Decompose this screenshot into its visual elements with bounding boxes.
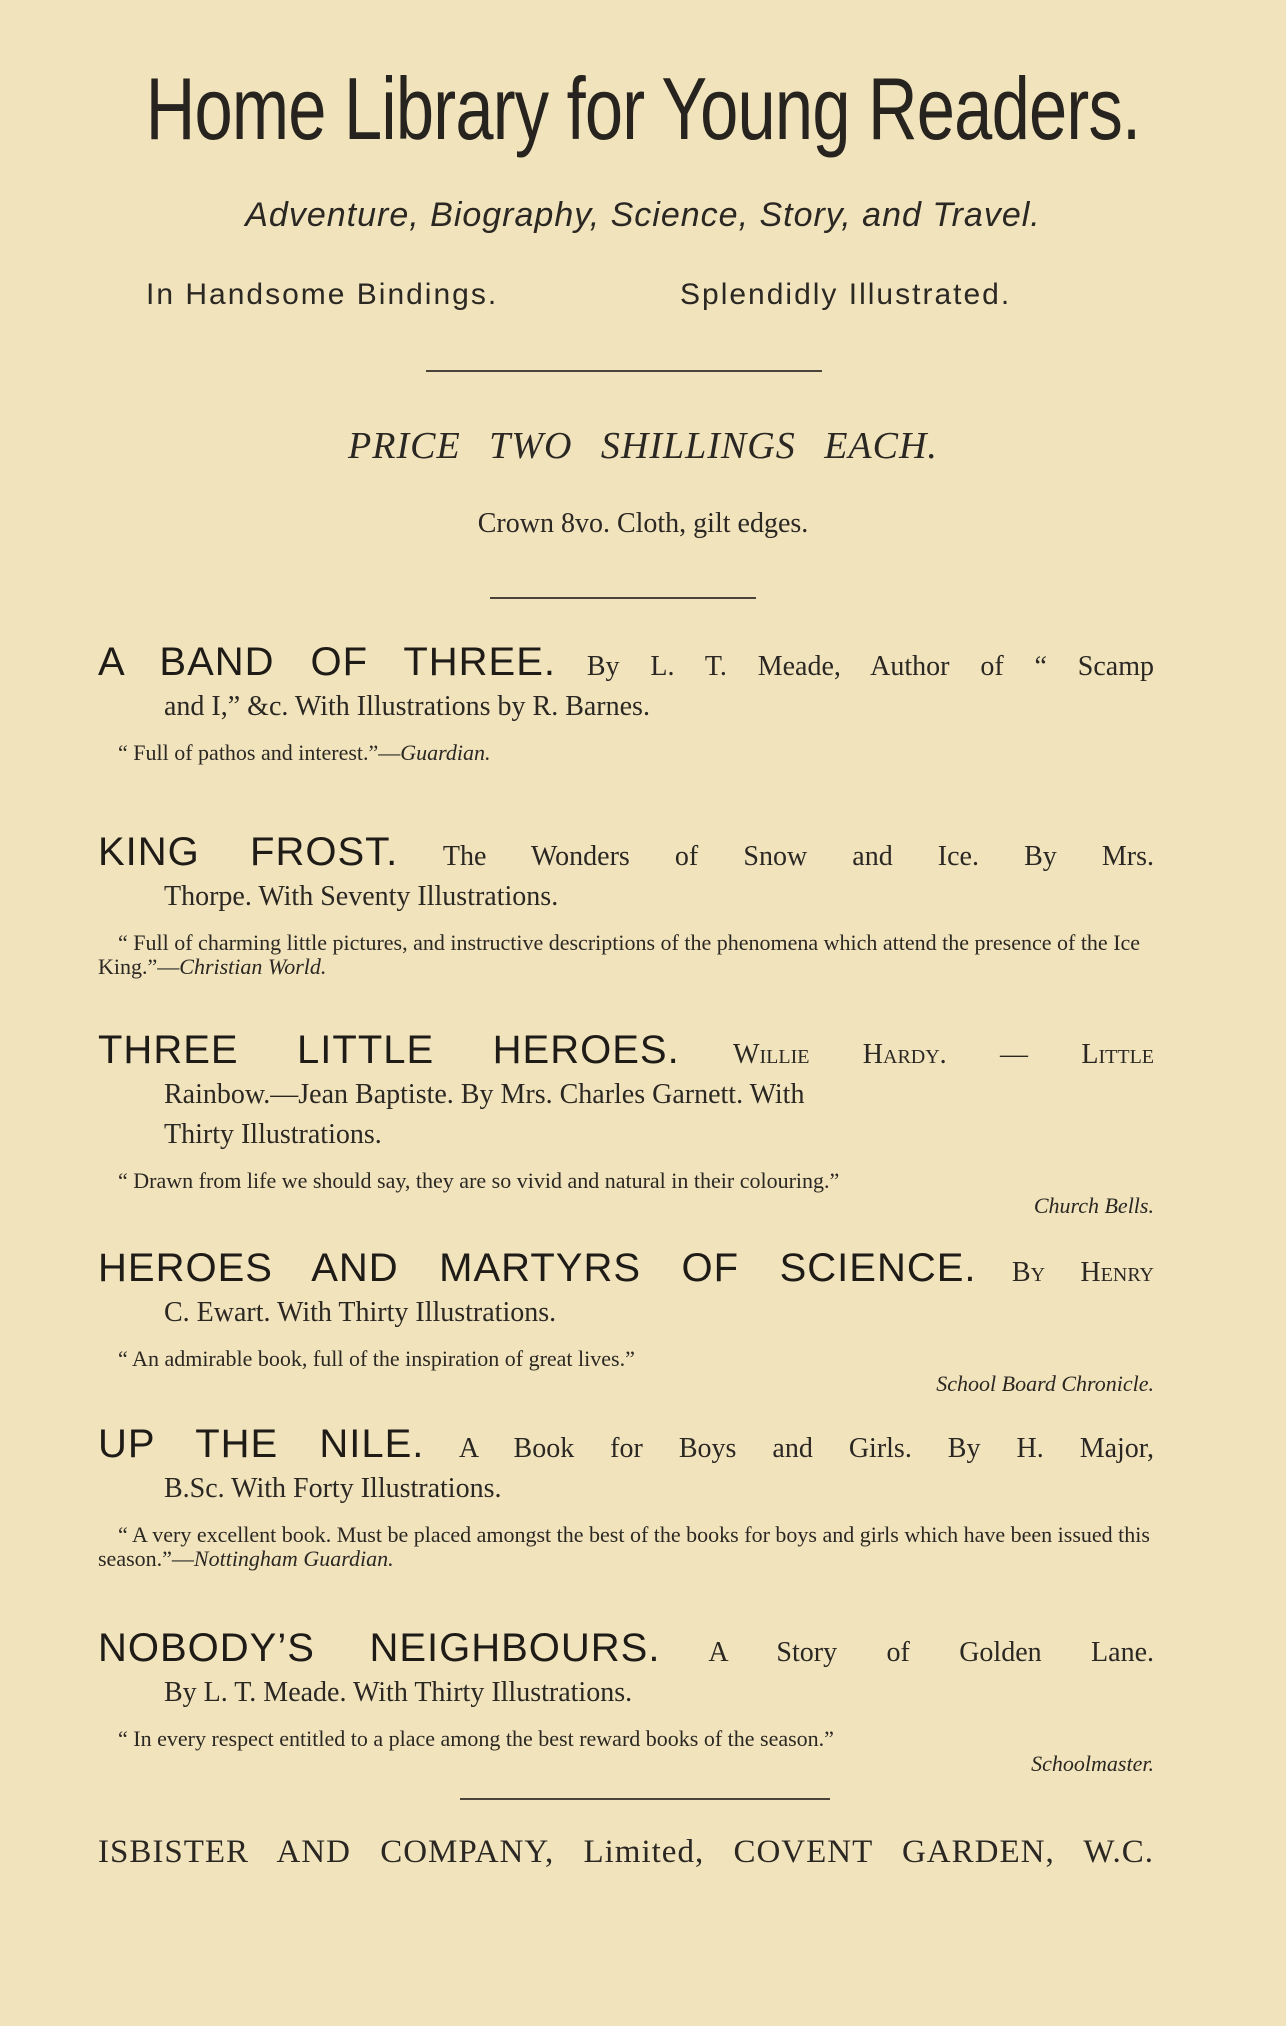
book-line (98, 1030, 1154, 1075)
page-subtitle: Adventure, Biography, Science, Story, and Travel. (245, 196, 1041, 234)
quote-source: School Board Chronicle. (936, 1371, 1154, 1396)
book-details: By Henry (1011, 1257, 1154, 1288)
book-line (98, 1248, 1154, 1293)
price-heading: PRICE TWO SHILLINGS EACH. (348, 425, 938, 467)
book-details: Willie Hardy. — Little (733, 1039, 1155, 1070)
quote-text: “ Drawn from life we should say, they are so vivid and natural in their colouring.” (118, 1168, 840, 1193)
quote-text: “ In every respect entitled to a place among the best reward books of the season.” (118, 1726, 834, 1751)
book-line (98, 1424, 1154, 1469)
book-details: A Book for Boys and Girls. By H. Major, (458, 1433, 1155, 1464)
review-quote (98, 1523, 1154, 1571)
book-details: The Wonders of Snow and Ice. By Mrs. (442, 841, 1154, 872)
illustrated-note: Splendidly Illustrated. (680, 278, 1012, 311)
book-details-continued: Thirty Illustrations. (164, 1119, 382, 1150)
quote-source: Nottingham Guardian. (193, 1546, 394, 1571)
book-line (98, 1628, 1154, 1673)
divider (490, 597, 756, 599)
bindings-note: In Handsome Bindings. (146, 278, 499, 311)
book-entry (98, 832, 1154, 979)
publisher-imprint: ISBISTER AND COMPANY, Limited, COVENT GARDEN, W.C. (98, 1834, 1154, 1870)
quote-source: Guardian. (400, 740, 491, 765)
book-entry (98, 1248, 1154, 1397)
review-quote (98, 931, 1154, 979)
quote-source: Church Bells. (1033, 1193, 1154, 1218)
book-entry (98, 642, 1154, 765)
divider (460, 1798, 830, 1800)
book-title: KING FROST. (98, 830, 399, 874)
book-details-continued: Thorpe. With Seventy Illustrations. (164, 881, 559, 912)
quote-text: “ Full of charming little pictures, and instructive descriptions of the phenomena which attend the presence of the Ice King.”— (98, 930, 1141, 979)
book-title: UP THE NILE. (98, 1422, 425, 1466)
book-details-continued: Rainbow.—Jean Baptiste. By Mrs. Charles Garnett. With (164, 1079, 805, 1110)
book-line (98, 642, 1154, 687)
format-note: Crown 8vo. Cloth, gilt edges. (477, 508, 809, 539)
book-title: THREE LITTLE HEROES. (98, 1028, 680, 1072)
book-entry (98, 1628, 1154, 1777)
divider (426, 370, 822, 372)
book-details-continued: C. Ewart. With Thirty Illustrations. (164, 1297, 557, 1328)
book-entry (98, 1424, 1154, 1571)
book-title: A BAND OF THREE. (98, 640, 556, 684)
quote-source: Christian World. (179, 954, 327, 979)
quote-text: “ An admirable book, full of the inspiration of great lives.” (118, 1346, 635, 1371)
book-details: A Story of Golden Lane. (708, 1637, 1154, 1668)
book-details-continued: By L. T. Meade. With Thirty Illustrations. (164, 1677, 633, 1708)
book-title: NOBODY’S NEIGHBOURS. (98, 1626, 661, 1670)
review-quote (98, 1727, 1154, 1751)
book-title: HEROES AND MARTYRS OF SCIENCE. (98, 1246, 977, 1290)
quote-source: Schoolmaster. (1031, 1751, 1154, 1776)
quote-text: “ Full of pathos and interest.”— (118, 740, 401, 765)
page-title: Home Library for Young Readers. (145, 59, 1141, 158)
review-quote (98, 1347, 1154, 1371)
book-details-continued: and I,” &c. With Illustrations by R. Barnes. (164, 691, 650, 722)
book-details-continued: B.Sc. With Forty Illustrations. (164, 1473, 502, 1504)
quote-text: “ A very excellent book. Must be placed amongst the best of the books for boys and girls which have been issued this season.”— (98, 1522, 1150, 1571)
review-quote (98, 741, 1154, 765)
book-line (98, 832, 1154, 877)
book-entry (98, 1030, 1154, 1219)
book-details: By L. T. Meade, Author of “ Scamp (586, 651, 1155, 682)
review-quote (98, 1169, 1154, 1193)
